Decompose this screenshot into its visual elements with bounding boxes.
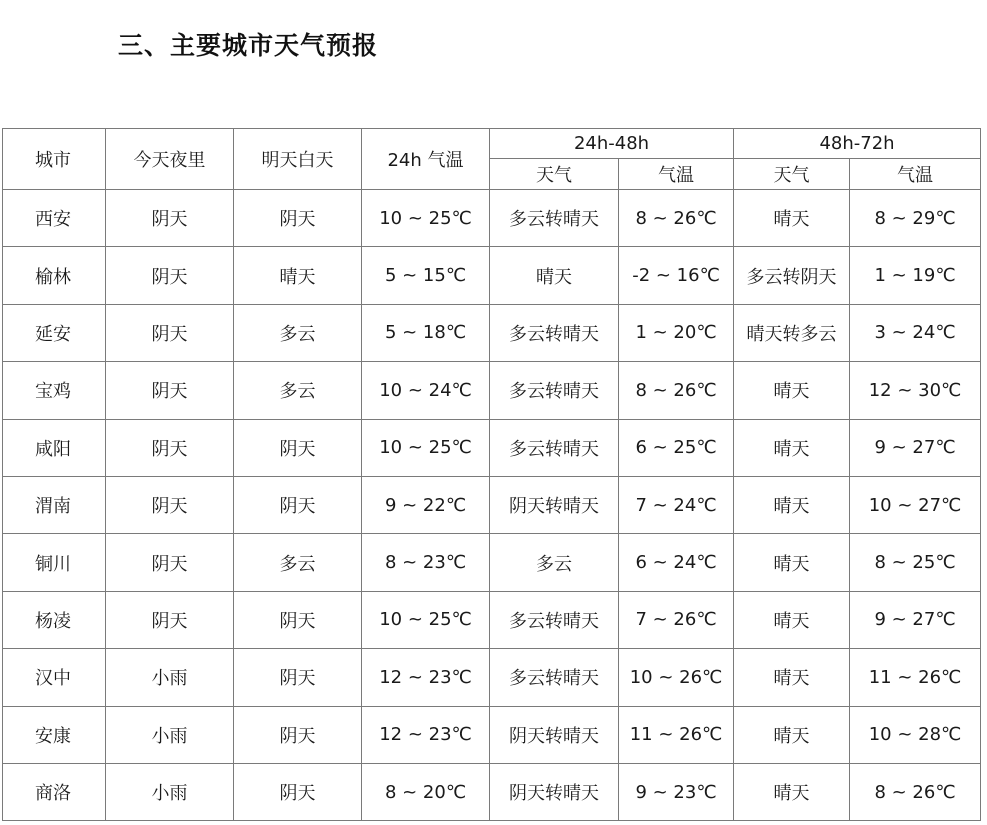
cell-city: 杨凌	[3, 591, 106, 648]
table-row	[3, 304, 981, 361]
table-header-row	[3, 129, 981, 159]
header-temperature-48-72: 气温	[850, 159, 981, 190]
cell-tonight: 小雨	[106, 763, 234, 820]
cell-temp-48-72: 10 ~ 28℃	[850, 706, 981, 763]
cell-temp-48-72: 9 ~ 27℃	[850, 591, 981, 648]
cell-temp-48-72: 8 ~ 25℃	[850, 534, 981, 591]
cell-temp-24h: 9 ~ 22℃	[362, 476, 490, 533]
cell-temp-48-72: 9 ~ 27℃	[850, 419, 981, 476]
cell-weather-48-72: 晴天	[734, 591, 850, 648]
cell-tonight: 阴天	[106, 476, 234, 533]
cell-temp-24h: 10 ~ 24℃	[362, 362, 490, 419]
cell-tonight: 阴天	[106, 362, 234, 419]
cell-temp-24-48: 11 ~ 26℃	[619, 706, 734, 763]
cell-weather-24-48: 多云转晴天	[490, 419, 619, 476]
cell-weather-48-72: 晴天	[734, 476, 850, 533]
header-tomorrow-day: 明天白天	[234, 129, 362, 190]
cell-temp-24-48: 10 ~ 26℃	[619, 649, 734, 706]
cell-weather-24-48: 阴天转晴天	[490, 763, 619, 820]
table-row	[3, 534, 981, 591]
cell-tomorrow-day: 多云	[234, 534, 362, 591]
cell-weather-48-72: 晴天	[734, 706, 850, 763]
table-row	[3, 247, 981, 304]
table-row	[3, 706, 981, 763]
cell-weather-24-48: 多云转晴天	[490, 649, 619, 706]
cell-temp-24h: 10 ~ 25℃	[362, 190, 490, 247]
table-row	[3, 419, 981, 476]
cell-temp-24h: 12 ~ 23℃	[362, 706, 490, 763]
cell-tomorrow-day: 多云	[234, 304, 362, 361]
cell-temp-48-72: 12 ~ 30℃	[850, 362, 981, 419]
cell-temp-24h: 10 ~ 25℃	[362, 591, 490, 648]
header-weather-48-72: 天气	[734, 159, 850, 190]
cell-tonight: 阴天	[106, 304, 234, 361]
cell-tomorrow-day: 阴天	[234, 706, 362, 763]
table-row	[3, 190, 981, 247]
header-city: 城市	[3, 129, 106, 190]
header-tonight: 今天夜里	[106, 129, 234, 190]
cell-city: 宝鸡	[3, 362, 106, 419]
cell-weather-48-72: 晴天转多云	[734, 304, 850, 361]
cell-weather-24-48: 多云转晴天	[490, 591, 619, 648]
cell-temp-24-48: 8 ~ 26℃	[619, 362, 734, 419]
cell-tonight: 小雨	[106, 706, 234, 763]
cell-city: 商洛	[3, 763, 106, 820]
cell-tonight: 阴天	[106, 419, 234, 476]
cell-temp-24-48: 7 ~ 26℃	[619, 591, 734, 648]
cell-weather-48-72: 晴天	[734, 419, 850, 476]
table-row	[3, 476, 981, 533]
cell-city: 榆林	[3, 247, 106, 304]
cell-temp-48-72: 10 ~ 27℃	[850, 476, 981, 533]
cell-temp-24-48: 6 ~ 25℃	[619, 419, 734, 476]
cell-temp-24-48: 1 ~ 20℃	[619, 304, 734, 361]
cell-tonight: 小雨	[106, 649, 234, 706]
table-row	[3, 763, 981, 820]
cell-weather-24-48: 多云	[490, 534, 619, 591]
cell-temp-24-48: 6 ~ 24℃	[619, 534, 734, 591]
cell-tomorrow-day: 阴天	[234, 476, 362, 533]
cell-tomorrow-day: 阴天	[234, 190, 362, 247]
cell-temp-24-48: 8 ~ 26℃	[619, 190, 734, 247]
cell-temp-48-72: 1 ~ 19℃	[850, 247, 981, 304]
cell-temp-48-72: 3 ~ 24℃	[850, 304, 981, 361]
forecast-table	[2, 128, 981, 821]
cell-temp-24h: 12 ~ 23℃	[362, 649, 490, 706]
cell-tonight: 阴天	[106, 247, 234, 304]
cell-tomorrow-day: 晴天	[234, 247, 362, 304]
cell-weather-24-48: 多云转晴天	[490, 304, 619, 361]
cell-city: 安康	[3, 706, 106, 763]
cell-tomorrow-day: 阴天	[234, 763, 362, 820]
cell-weather-24-48: 多云转晴天	[490, 362, 619, 419]
cell-weather-24-48: 阴天转晴天	[490, 476, 619, 533]
cell-tomorrow-day: 阴天	[234, 591, 362, 648]
page-title: 三、主要城市天气预报	[118, 31, 379, 60]
cell-tonight: 阴天	[106, 534, 234, 591]
cell-temp-48-72: 11 ~ 26℃	[850, 649, 981, 706]
header-period-48-72: 48h-72h	[734, 129, 981, 159]
cell-temp-48-72: 8 ~ 29℃	[850, 190, 981, 247]
cell-temp-24h: 8 ~ 20℃	[362, 763, 490, 820]
cell-temp-24h: 10 ~ 25℃	[362, 419, 490, 476]
cell-city: 延安	[3, 304, 106, 361]
cell-temp-48-72: 8 ~ 26℃	[850, 763, 981, 820]
cell-weather-48-72: 晴天	[734, 534, 850, 591]
cell-weather-48-72: 晴天	[734, 649, 850, 706]
cell-tomorrow-day: 阴天	[234, 649, 362, 706]
cell-city: 西安	[3, 190, 106, 247]
table-row	[3, 362, 981, 419]
cell-city: 咸阳	[3, 419, 106, 476]
header-period-24-48: 24h-48h	[490, 129, 734, 159]
cell-tomorrow-day: 多云	[234, 362, 362, 419]
cell-weather-24-48: 阴天转晴天	[490, 706, 619, 763]
cell-temp-24-48: -2 ~ 16℃	[619, 247, 734, 304]
cell-temp-24h: 5 ~ 18℃	[362, 304, 490, 361]
cell-temp-24-48: 9 ~ 23℃	[619, 763, 734, 820]
header-weather-24-48: 天气	[490, 159, 619, 190]
cell-weather-48-72: 晴天	[734, 362, 850, 419]
header-temperature-24-48: 气温	[619, 159, 734, 190]
table-row	[3, 649, 981, 706]
cell-temp-24h: 5 ~ 15℃	[362, 247, 490, 304]
cell-tonight: 阴天	[106, 190, 234, 247]
cell-temp-24-48: 7 ~ 24℃	[619, 476, 734, 533]
cell-weather-48-72: 晴天	[734, 763, 850, 820]
cell-weather-24-48: 多云转晴天	[490, 190, 619, 247]
cell-city: 铜川	[3, 534, 106, 591]
table-row	[3, 591, 981, 648]
cell-weather-24-48: 晴天	[490, 247, 619, 304]
cell-city: 渭南	[3, 476, 106, 533]
cell-city: 汉中	[3, 649, 106, 706]
cell-tomorrow-day: 阴天	[234, 419, 362, 476]
cell-tonight: 阴天	[106, 591, 234, 648]
header-temp-24h: 24h 气温	[362, 129, 490, 190]
cell-weather-48-72: 多云转阴天	[734, 247, 850, 304]
cell-weather-48-72: 晴天	[734, 190, 850, 247]
cell-temp-24h: 8 ~ 23℃	[362, 534, 490, 591]
